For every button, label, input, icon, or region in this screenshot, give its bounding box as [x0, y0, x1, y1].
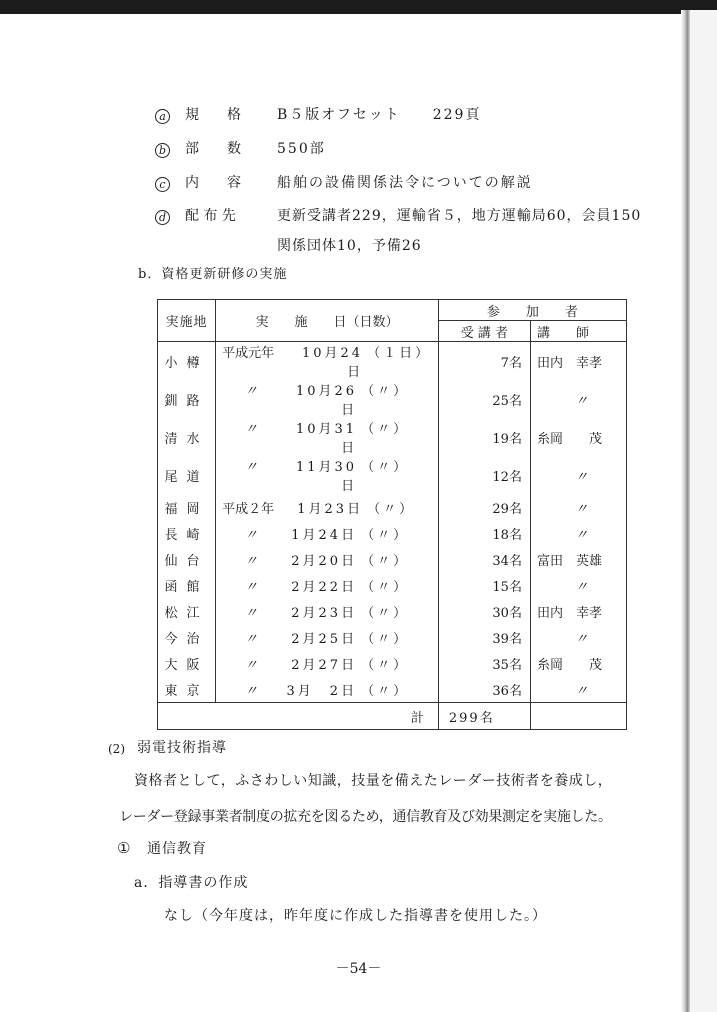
- cell-date-monthday: 2月27日: [291, 657, 358, 673]
- cell-date: [216, 418, 439, 456]
- cell-students: 19名: [438, 418, 530, 456]
- section2-title: 弱電技術指導: [137, 740, 227, 756]
- table-row: [158, 624, 627, 650]
- cell-students: 36名: [438, 676, 530, 703]
- spec-label: 内 容: [185, 175, 241, 191]
- col-header-date: 実 施 日（日数）: [216, 300, 439, 342]
- total-empty-cell: [530, 703, 626, 730]
- section-b-title: b．資格更新研修の実施: [138, 267, 288, 282]
- cell-students: 25名: [438, 380, 530, 418]
- cell-date-era: 〃: [244, 527, 258, 543]
- col-header-location: 実施地: [158, 300, 216, 342]
- cell-date-monthday: 2月22日: [291, 579, 358, 595]
- cell-location: 松江: [158, 598, 216, 624]
- scan-right-edge: [681, 10, 690, 1012]
- cell-date: [216, 342, 439, 381]
- cell-date-monthday: 2月23日: [291, 605, 358, 621]
- cell-instructor: 〃: [530, 676, 626, 703]
- cell-date-era: 〃: [244, 422, 258, 437]
- cell-instructor: 〃: [530, 494, 626, 520]
- cell-location: 尾道: [158, 456, 216, 494]
- cell-date-days: （〃）: [361, 683, 410, 699]
- cell-date: [216, 650, 439, 676]
- spec-mark: d: [155, 210, 170, 225]
- cell-instructor: 田内 幸孝: [530, 598, 626, 624]
- col-header-instructor: 講 師: [530, 321, 626, 342]
- cell-location: 今治: [158, 624, 216, 650]
- cell-date-days: （〃）: [361, 527, 410, 543]
- cell-date-era: 〃: [244, 553, 258, 569]
- cell-date-monthday: 11月30日: [295, 460, 358, 494]
- cell-students: 7名: [438, 342, 530, 381]
- table-row: [158, 546, 627, 572]
- cell-date-era: 〃: [244, 579, 258, 595]
- spec-value-continued: 関係団体10，予備26: [277, 238, 422, 254]
- sub-a-title: a．指導書の作成: [134, 875, 249, 891]
- spec-label: 規 格: [185, 107, 241, 123]
- cell-instructor: 糸岡 茂: [530, 650, 626, 676]
- cell-date-era: 〃: [244, 631, 258, 647]
- section2-para-line1: 資格者として，ふさわしい知識，技量を備えたレーダー技術者を養成し，: [134, 773, 613, 789]
- cell-date-era: 〃: [244, 384, 258, 399]
- cell-date-monthday: 10月31日: [295, 422, 358, 456]
- cell-date-monthday: 1月23日: [297, 501, 364, 517]
- spec-label: 配 布 先: [185, 208, 236, 224]
- scan-right-margin: [690, 10, 717, 1012]
- cell-location: 釧路: [158, 380, 216, 418]
- cell-date: [216, 598, 439, 624]
- cell-location: 仙台: [158, 546, 216, 572]
- cell-instructor: 糸岡 茂: [530, 418, 626, 456]
- cell-date-monthday: 1月24日: [291, 527, 358, 543]
- sub1-mark: ①: [117, 839, 131, 857]
- cell-location: 大阪: [158, 650, 216, 676]
- page-number: －54－: [335, 961, 382, 977]
- col-header-participants: 参 加 者: [438, 300, 626, 321]
- col-header-students: 受 講 者: [438, 321, 530, 342]
- cell-date-days: （〃）: [361, 605, 410, 621]
- cell-instructor: 田内 幸孝: [530, 342, 626, 381]
- table-row: [158, 598, 627, 624]
- spec-label: 部 数: [185, 141, 241, 157]
- cell-date-days: （〃）: [361, 460, 410, 475]
- table-row: [158, 456, 627, 494]
- cell-instructor: 〃: [530, 380, 626, 418]
- section2-para-line2: レーダー登録事業者制度の拡充を図るため，通信教育及び効果測定を実施した。: [119, 809, 612, 825]
- cell-location: 函館: [158, 572, 216, 598]
- spec-item: [155, 208, 642, 254]
- cell-students: 15名: [438, 572, 530, 598]
- table-total-row: [158, 703, 627, 730]
- cell-location: 東京: [158, 676, 216, 703]
- spec-mark: c: [155, 177, 170, 192]
- cell-instructor: 〃: [530, 456, 626, 494]
- spec-item: [155, 107, 482, 125]
- cell-date: [216, 572, 439, 598]
- cell-students: 12名: [438, 456, 530, 494]
- cell-instructor: 〃: [530, 572, 626, 598]
- cell-students: 39名: [438, 624, 530, 650]
- cell-date-monthday: 2月20日: [291, 553, 358, 569]
- table-row: [158, 494, 627, 520]
- cell-instructor: 富田 英雄: [530, 546, 626, 572]
- cell-date: [216, 494, 439, 520]
- cell-date-days: （〃）: [367, 501, 416, 517]
- cell-date-monthday: 10月24日: [301, 346, 364, 380]
- cell-date-days: （〃）: [361, 553, 410, 569]
- cell-students: 29名: [438, 494, 530, 520]
- cell-date: [216, 546, 439, 572]
- spec-item: [155, 175, 533, 193]
- cell-date-days: （〃）: [361, 631, 410, 647]
- table-row: [158, 380, 627, 418]
- cell-date-days: （〃）: [361, 579, 410, 595]
- cell-date: [216, 380, 439, 418]
- total-value: 299名: [438, 703, 530, 730]
- cell-instructor: 〃: [530, 520, 626, 546]
- spec-value: 550部: [277, 141, 326, 157]
- sub-a-text: なし（今年度は，昨年度に作成した指導書を使用した。）: [164, 908, 547, 924]
- cell-date-era: 平成元年: [222, 346, 275, 361]
- spec-value: 更新受講者229，運輸省５，地方運輸局60，会員150: [277, 208, 642, 224]
- cell-instructor: 〃: [530, 624, 626, 650]
- cell-date-era: 〃: [244, 605, 258, 621]
- cell-date-era: 平成２年: [222, 501, 275, 517]
- cell-date-monthday: 2月25日: [291, 631, 358, 647]
- cell-date: [216, 456, 439, 494]
- section2-number: (2): [108, 742, 125, 756]
- cell-students: 35名: [438, 650, 530, 676]
- cell-students: 18名: [438, 520, 530, 546]
- cell-location: 長崎: [158, 520, 216, 546]
- cell-date-days: （〃）: [361, 657, 410, 673]
- spec-mark: b: [155, 143, 170, 158]
- spec-value: B５版オフセット 229頁: [277, 107, 482, 123]
- cell-location: 清水: [158, 418, 216, 456]
- cell-date-monthday: 10月26日: [295, 384, 358, 418]
- cell-date-days: （１日）: [367, 346, 432, 361]
- total-label: 計: [158, 703, 439, 730]
- cell-date-era: 〃: [244, 683, 258, 699]
- cell-students: 34名: [438, 546, 530, 572]
- table-header-row: [158, 300, 627, 321]
- sub1-title: 通信教育: [147, 841, 207, 857]
- cell-date: [216, 676, 439, 703]
- cell-date-monthday: 3月 2日: [286, 683, 358, 699]
- table-row: [158, 650, 627, 676]
- table-row: [158, 520, 627, 546]
- spec-value: 船舶の設備関係法令についての解説: [277, 175, 533, 191]
- training-table: [157, 299, 627, 730]
- cell-location: 小樽: [158, 342, 216, 381]
- cell-students: 30名: [438, 598, 530, 624]
- spec-item: [155, 141, 326, 159]
- scan-top-border: [0, 0, 717, 14]
- cell-location: 福岡: [158, 494, 216, 520]
- table-row: [158, 572, 627, 598]
- cell-date-era: 〃: [244, 657, 258, 673]
- table-row: [158, 342, 627, 381]
- spec-mark: a: [155, 109, 170, 124]
- table-row: [158, 418, 627, 456]
- cell-date-days: （〃）: [361, 384, 410, 399]
- cell-date-days: （〃）: [361, 422, 410, 437]
- table-row: [158, 676, 627, 703]
- cell-date: [216, 520, 439, 546]
- cell-date: [216, 624, 439, 650]
- cell-date-era: 〃: [244, 460, 258, 475]
